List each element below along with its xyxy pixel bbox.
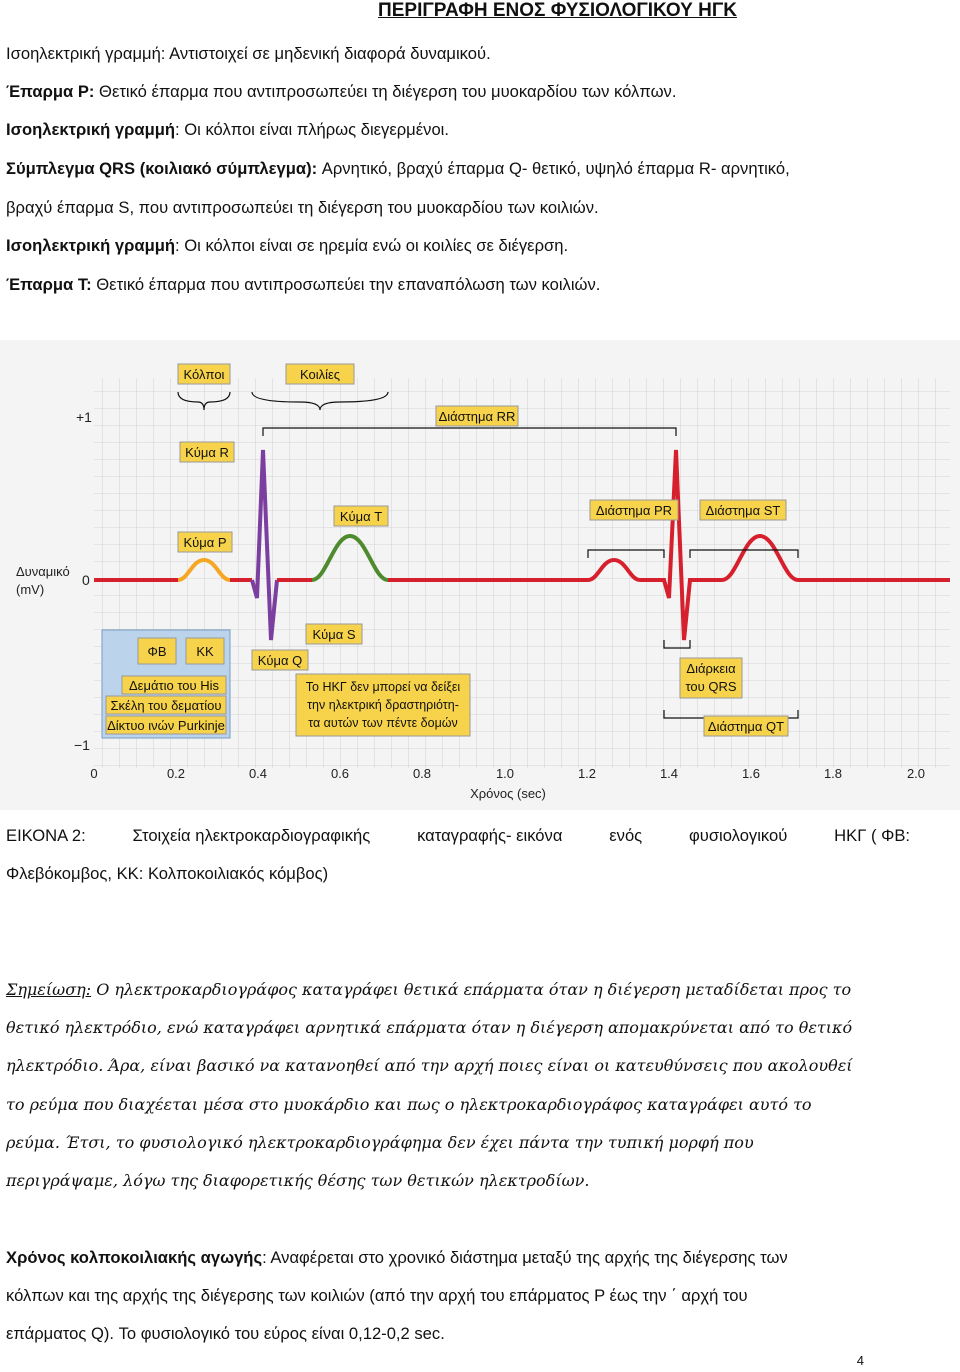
legend-fv: ΦΒ bbox=[147, 644, 167, 659]
label-r-wave: Κύμα R bbox=[185, 445, 229, 460]
text-line: Έπαρμα P: Θετικό έπαρμα που αντιπροσωπεύει τη διέγερση του μυοκαρδίου των κόλπων. bbox=[6, 82, 677, 101]
text-line: Ισοηλεκτρική γραμμή: Οι κόλποι είναι πλήρως διεγερμένοι. bbox=[6, 120, 449, 139]
av-line: Χρόνος κολποκοιλιακής αγωγής: Αναφέρεται στο χρονικό διάστημα μεταξύ της αρχής της διέγερσης των bbox=[6, 1248, 788, 1267]
x-tick: 0.4 bbox=[248, 766, 268, 781]
x-tick: 0.8 bbox=[412, 766, 432, 781]
conduction-legend bbox=[102, 630, 230, 738]
callout-line-2: την ηλεκτρική δραστηριότη- bbox=[307, 698, 459, 712]
label-s-wave: Κύμα S bbox=[312, 627, 356, 642]
x-tick: 1.0 bbox=[495, 766, 515, 781]
caption-word: ΗΚΓ ( ΦΒ: bbox=[834, 826, 910, 845]
caption-label: ΕΙΚΟΝΑ 2: bbox=[6, 826, 86, 845]
label-p-wave: Κύμα P bbox=[183, 535, 227, 550]
ecg-callout-box bbox=[296, 674, 470, 736]
y-axis-label: Δυναμικό bbox=[16, 564, 70, 579]
label-ventricles: Κοιλίες bbox=[299, 367, 341, 382]
callout-line-1: Το ΗΚΓ δεν μπορεί να δείξει bbox=[305, 680, 461, 694]
note-line: το ρεύμα που διαχέεται μέσα στο μυοκάρδιο και πως ο ηλεκτροκαρδιογράφος καταγράφει αυτό το bbox=[6, 1095, 812, 1114]
legend-purkinje: Δίκτυο ινών Purkinje bbox=[107, 718, 225, 733]
note-line: ηλεκτρόδιο. Άρα, είναι βασικό να κατανοηθεί από την αρχή ποιες είναι οι κατευθύνσεις που ακολουθεί bbox=[6, 1056, 853, 1075]
caption-word: Στοιχεία ηλεκτροκαρδιογραφικής bbox=[132, 826, 371, 845]
label-q-wave: Κύμα Q bbox=[257, 653, 303, 668]
label-atria: Κόλποι bbox=[183, 367, 225, 382]
note-line: Σημείωση: Ο ηλεκτροκαρδιογράφος καταγράφει θετικά επάρματα όταν η διέγερση μεταδίδεται προς το bbox=[6, 980, 852, 999]
y-axis-unit: (mV) bbox=[16, 582, 45, 597]
x-tick: 1.2 bbox=[577, 766, 597, 781]
x-axis-label: Χρόνος (sec) bbox=[470, 786, 546, 801]
caption-word: φυσιολογικού bbox=[688, 826, 788, 845]
caption-word: καταγραφής- εικόνα bbox=[417, 826, 563, 845]
label-qrs-2: του QRS bbox=[685, 679, 737, 694]
page-number: 4 bbox=[856, 1353, 864, 1368]
text-line: Έπαρμα T: Θετικό έπαρμα που αντιπροσωπεύει την επαναπόλωση των κοιλιών. bbox=[6, 275, 601, 294]
ecg-figure bbox=[0, 340, 960, 810]
caption-line-2: Φλεβόκομβος, ΚΚ: Κολποκοιλιακός κόμβος) bbox=[6, 864, 329, 883]
note-line: ρεύμα. Έτσι, το φυσιολογικό ηλεκτροκαρδιογράφημα δεν έχει πάντα την τυπική μορφή που bbox=[6, 1133, 754, 1152]
label-t-wave: Κύμα T bbox=[339, 509, 383, 524]
text-line: Ισοηλεκτρική γραμμή: Αντιστοιχεί σε μηδενική διαφορά δυναμικού. bbox=[6, 44, 491, 63]
page-title: ΠΕΡΙΓΡΑΦΗ ΕΝΟΣ ΦΥΣΙΟΛΟΓΙΚΟΥ ΗΓΚ bbox=[378, 0, 737, 21]
x-tick: 0.2 bbox=[166, 766, 186, 781]
legend-kk: ΚΚ bbox=[196, 644, 214, 659]
note-line: περιγράψαμε, λόγω της διαφορετικής θέσης των θετικών ηλεκτροδίων. bbox=[6, 1171, 590, 1190]
av-line: επάρματος Q). Το φυσιολογικό του εύρος είναι 0,12-0,2 sec. bbox=[6, 1324, 445, 1343]
caption-line-1 bbox=[6, 826, 910, 846]
label-qrs-1: Διάρκεια bbox=[686, 661, 736, 676]
caption-word: ενός bbox=[609, 826, 643, 845]
label-qt: Διάστημα QT bbox=[707, 719, 785, 734]
label-pr: Διάστημα PR bbox=[595, 503, 673, 518]
y-tick-0: 0 bbox=[82, 572, 90, 588]
label-st: Διάστημα ST bbox=[705, 503, 781, 518]
x-tick: 1.4 bbox=[659, 766, 679, 781]
text-line: βραχύ έπαρμα S, που αντιπροσωπεύει τη διέγερση του μυοκαρδίου των κοιλιών. bbox=[6, 198, 599, 217]
y-tick-plus1: +1 bbox=[76, 409, 92, 425]
x-tick: 1.6 bbox=[741, 766, 761, 781]
legend-his: Δεμάτιο του His bbox=[128, 678, 220, 693]
x-tick: 0 bbox=[90, 766, 98, 781]
av-line: κόλπων και της αρχής της διέγερσης των κοιλιών (από την αρχή του επάρματος P έως την ΄ αρχή του bbox=[6, 1286, 748, 1305]
note-line: θετικό ηλεκτρόδιο, ενώ καταγράφει αρνητικά επάρματα όταν η διέγερση απομακρύνεται από το θετικό bbox=[6, 1018, 853, 1037]
text-line: Ισοηλεκτρική γραμμή: Οι κόλποι είναι σε ηρεμία ενώ οι κοιλίες σε διέγερση. bbox=[6, 236, 569, 255]
legend-branches: Σκέλη του δεματίου bbox=[110, 698, 222, 713]
callout-line-3: τα αυτών των πέντε δομών bbox=[308, 716, 458, 730]
x-tick: 1.8 bbox=[823, 766, 843, 781]
x-tick: 0.6 bbox=[330, 766, 350, 781]
text-line: Σύμπλεγμα QRS (κοιλιακό σύμπλεγμα): Αρνητικό, βραχύ έπαρμα Q- θετικό, υψηλό έπαρμα R- αρνητικό, bbox=[6, 159, 790, 178]
x-tick: 2.0 bbox=[906, 766, 926, 781]
y-tick-minus1: −1 bbox=[74, 737, 90, 753]
label-rr: Διάστημα RR bbox=[438, 409, 516, 424]
